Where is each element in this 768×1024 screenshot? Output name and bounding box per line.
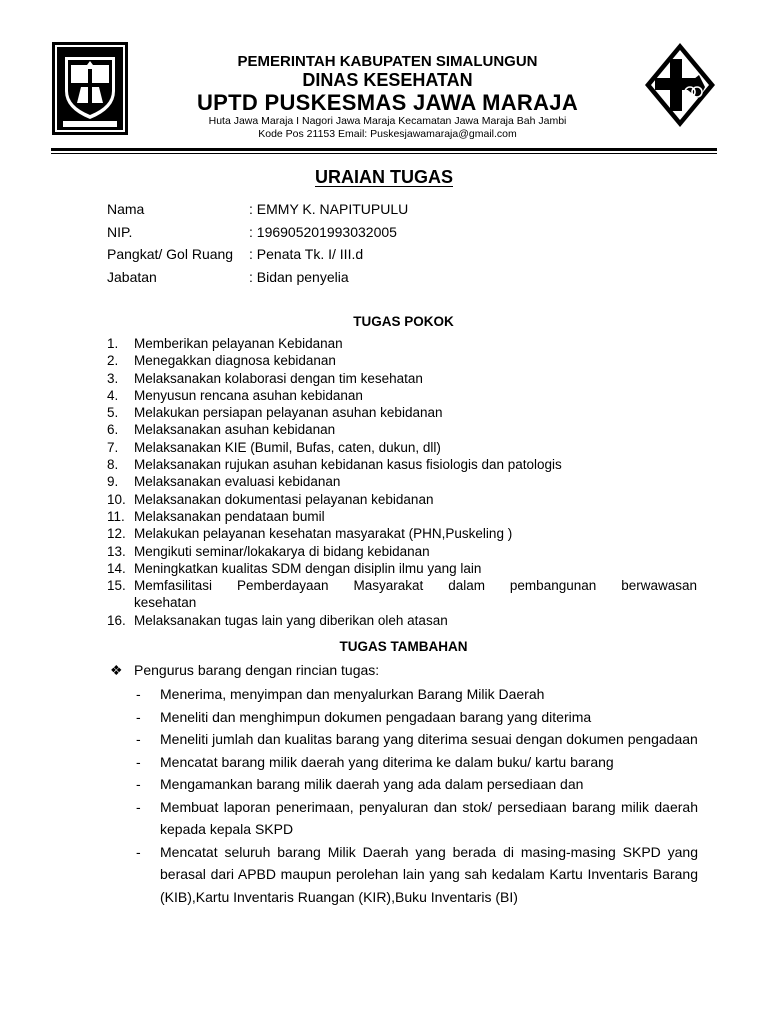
dash-marker: -	[136, 843, 141, 860]
identity-label: Pangkat/ Gol Ruang	[107, 246, 234, 262]
item-number: 15.	[107, 578, 126, 594]
heading-tugas-pokok: TUGAS POKOK	[353, 314, 454, 329]
item-number: 8.	[107, 457, 119, 473]
dash-marker: -	[136, 708, 141, 725]
item-number: 5.	[107, 405, 119, 421]
list-item	[136, 706, 698, 729]
item-number: 2.	[107, 353, 119, 369]
item-number: 10.	[107, 491, 126, 507]
list-item	[107, 508, 697, 525]
item-text: Menerima, menyimpan dan menyalurkan Barang Milik Daerah	[160, 686, 545, 702]
letterhead-institution: UPTD PUSKESMAS JAWA MARAJA	[196, 90, 579, 115]
letterhead-contact: Kode Pos 21153 Email: Puskesjawamaraja@gmail.com	[258, 128, 517, 140]
list-item	[107, 387, 697, 404]
identity-label: NIP.	[107, 223, 133, 240]
item-number: 12.	[107, 526, 126, 542]
letterhead-rule-thick	[51, 148, 717, 151]
tugas-pokok-list	[107, 335, 697, 629]
tugas-tambahan-block	[110, 659, 698, 908]
list-item	[107, 404, 697, 421]
item-number: 1.	[107, 336, 119, 351]
diamond-bullet-icon: ❖	[110, 662, 123, 678]
list-item	[136, 796, 698, 841]
dash-list	[136, 683, 698, 908]
list-item	[107, 456, 697, 473]
item-number: 3.	[107, 370, 119, 386]
identity-row	[107, 222, 408, 245]
item-number: 11.	[107, 508, 125, 524]
list-item	[136, 751, 698, 774]
identity-value: : Penata Tk. I/ III.d	[249, 246, 364, 262]
list-item	[107, 370, 697, 387]
document-title: URAIAN TUGAS	[315, 167, 453, 187]
list-item	[107, 525, 697, 542]
identity-value: : Bidan penyelia	[249, 268, 349, 285]
dash-marker: -	[136, 798, 141, 815]
list-item	[136, 841, 698, 909]
letterhead-government: PEMERINTAH KABUPATEN SIMALUNGUN	[237, 53, 538, 70]
item-text: Melaksanakan rujukan asuhan kebidanan kasus fisiologis dan patologis	[134, 457, 562, 473]
item-number: 4.	[107, 387, 119, 403]
list-item	[136, 683, 698, 706]
letterhead-rule-thin	[51, 153, 717, 154]
identity-row	[107, 199, 408, 222]
item-text: Melaksanakan asuhan kebidanan	[134, 422, 336, 438]
dash-marker: -	[136, 753, 141, 770]
item-number: 9.	[107, 474, 119, 490]
list-item	[107, 473, 697, 490]
item-text: Melaksanakan pendataan bumil	[134, 508, 325, 524]
identity-row	[107, 267, 408, 290]
list-item	[107, 335, 697, 352]
item-text: Mengamankan barang milik daerah yang ada dalam persediaan dan	[160, 776, 584, 792]
bullet-item	[110, 659, 698, 681]
item-text: Meningkatkan kualitas SDM dengan disiplin ilmu yang lain	[134, 560, 482, 576]
list-item	[107, 439, 697, 456]
item-text: Melakukan pelayanan kesehatan masyarakat (PHN,Puskeling )	[134, 526, 513, 542]
item-text: Menyusun rencana asuhan kebidanan	[134, 387, 363, 403]
identity-label: Jabatan	[107, 268, 157, 285]
letterhead	[140, 53, 635, 141]
list-item	[136, 773, 698, 796]
list-item	[107, 491, 697, 508]
identity-row	[107, 244, 408, 267]
identity-value: : EMMY K. NAPITUPULU	[249, 201, 409, 217]
item-text: Melaksanakan evaluasi kebidanan	[134, 474, 341, 490]
item-text: Memfasilitasi Pemberdayaan Masyarakat dalam pembangunan berwawasan	[134, 578, 697, 594]
item-text: Menegakkan diagnosa kebidanan	[134, 353, 336, 369]
letterhead-address: Huta Jawa Maraja I Nagori Jawa Maraja Kecamatan Jawa Maraja Bah Jambi	[208, 115, 567, 127]
identity-value: : 196905201993032005	[249, 223, 397, 240]
heading-tugas-tambahan: TUGAS TAMBAHAN	[339, 639, 468, 654]
item-text: Membuat laporan penerimaan, penyaluran dan stok/ persediaan barang milik daerah kepada kepala SKPD	[160, 798, 698, 837]
item-number: 13.	[107, 543, 126, 559]
item-number: 6.	[107, 422, 119, 438]
item-text: Melakukan persiapan pelayanan asuhan kebidanan	[134, 405, 443, 421]
bullet-text: Pengurus barang dengan rincian tugas:	[134, 662, 380, 678]
puskesmas-logo	[643, 41, 717, 129]
item-number: 14.	[107, 560, 126, 576]
dash-marker: -	[136, 686, 141, 702]
list-item	[107, 577, 697, 612]
identity-block	[107, 199, 408, 289]
item-text: Mengikuti seminar/lokakarya di bidang kebidanan	[134, 543, 430, 559]
list-item	[107, 612, 697, 629]
item-text: Mencatat seluruh barang Milik Daerah yang berada di masing-masing SKPD yang berasal dari APBD maupun perolehan lain yang sah kedalam Kartu Inventaris Barang (KIB),Kartu Inventaris Ruangan (KIR),Buku Inventaris (BI)	[160, 843, 698, 905]
dash-marker: -	[136, 776, 141, 792]
item-text: Melaksanakan dokumentasi pelayanan kebidanan	[134, 491, 434, 507]
item-text: Memberikan pelayanan Kebidanan	[134, 336, 343, 351]
item-text: Meneliti jumlah dan kualitas barang yang diterima sesuai dengan dokumen pengadaan	[160, 731, 698, 747]
identity-label: Nama	[107, 201, 145, 217]
item-number: 16.	[107, 612, 126, 628]
item-number: 7.	[107, 439, 119, 455]
dash-marker: -	[136, 731, 141, 747]
list-item	[107, 560, 697, 577]
letterhead-department: DINAS KESEHATAN	[302, 70, 473, 90]
item-text: Mencatat barang milik daerah yang diterima ke dalam buku/ kartu barang	[160, 753, 614, 770]
list-item	[107, 352, 697, 369]
item-text: Meneliti dan menghimpun dokumen pengadaan barang yang diterima	[160, 708, 592, 725]
list-item	[136, 728, 698, 751]
item-text: Melaksanakan tugas lain yang diberikan oleh atasan	[134, 612, 448, 628]
item-text: Melaksanakan kolaborasi dengan tim kesehatan	[134, 370, 423, 386]
item-text: Melaksanakan KIE (Bumil, Bufas, caten, dukun, dll)	[134, 439, 441, 455]
simalungun-regency-seal	[51, 41, 129, 136]
item-text-continuation: kesehatan	[134, 595, 197, 611]
list-item	[107, 421, 697, 438]
list-item	[107, 543, 697, 560]
